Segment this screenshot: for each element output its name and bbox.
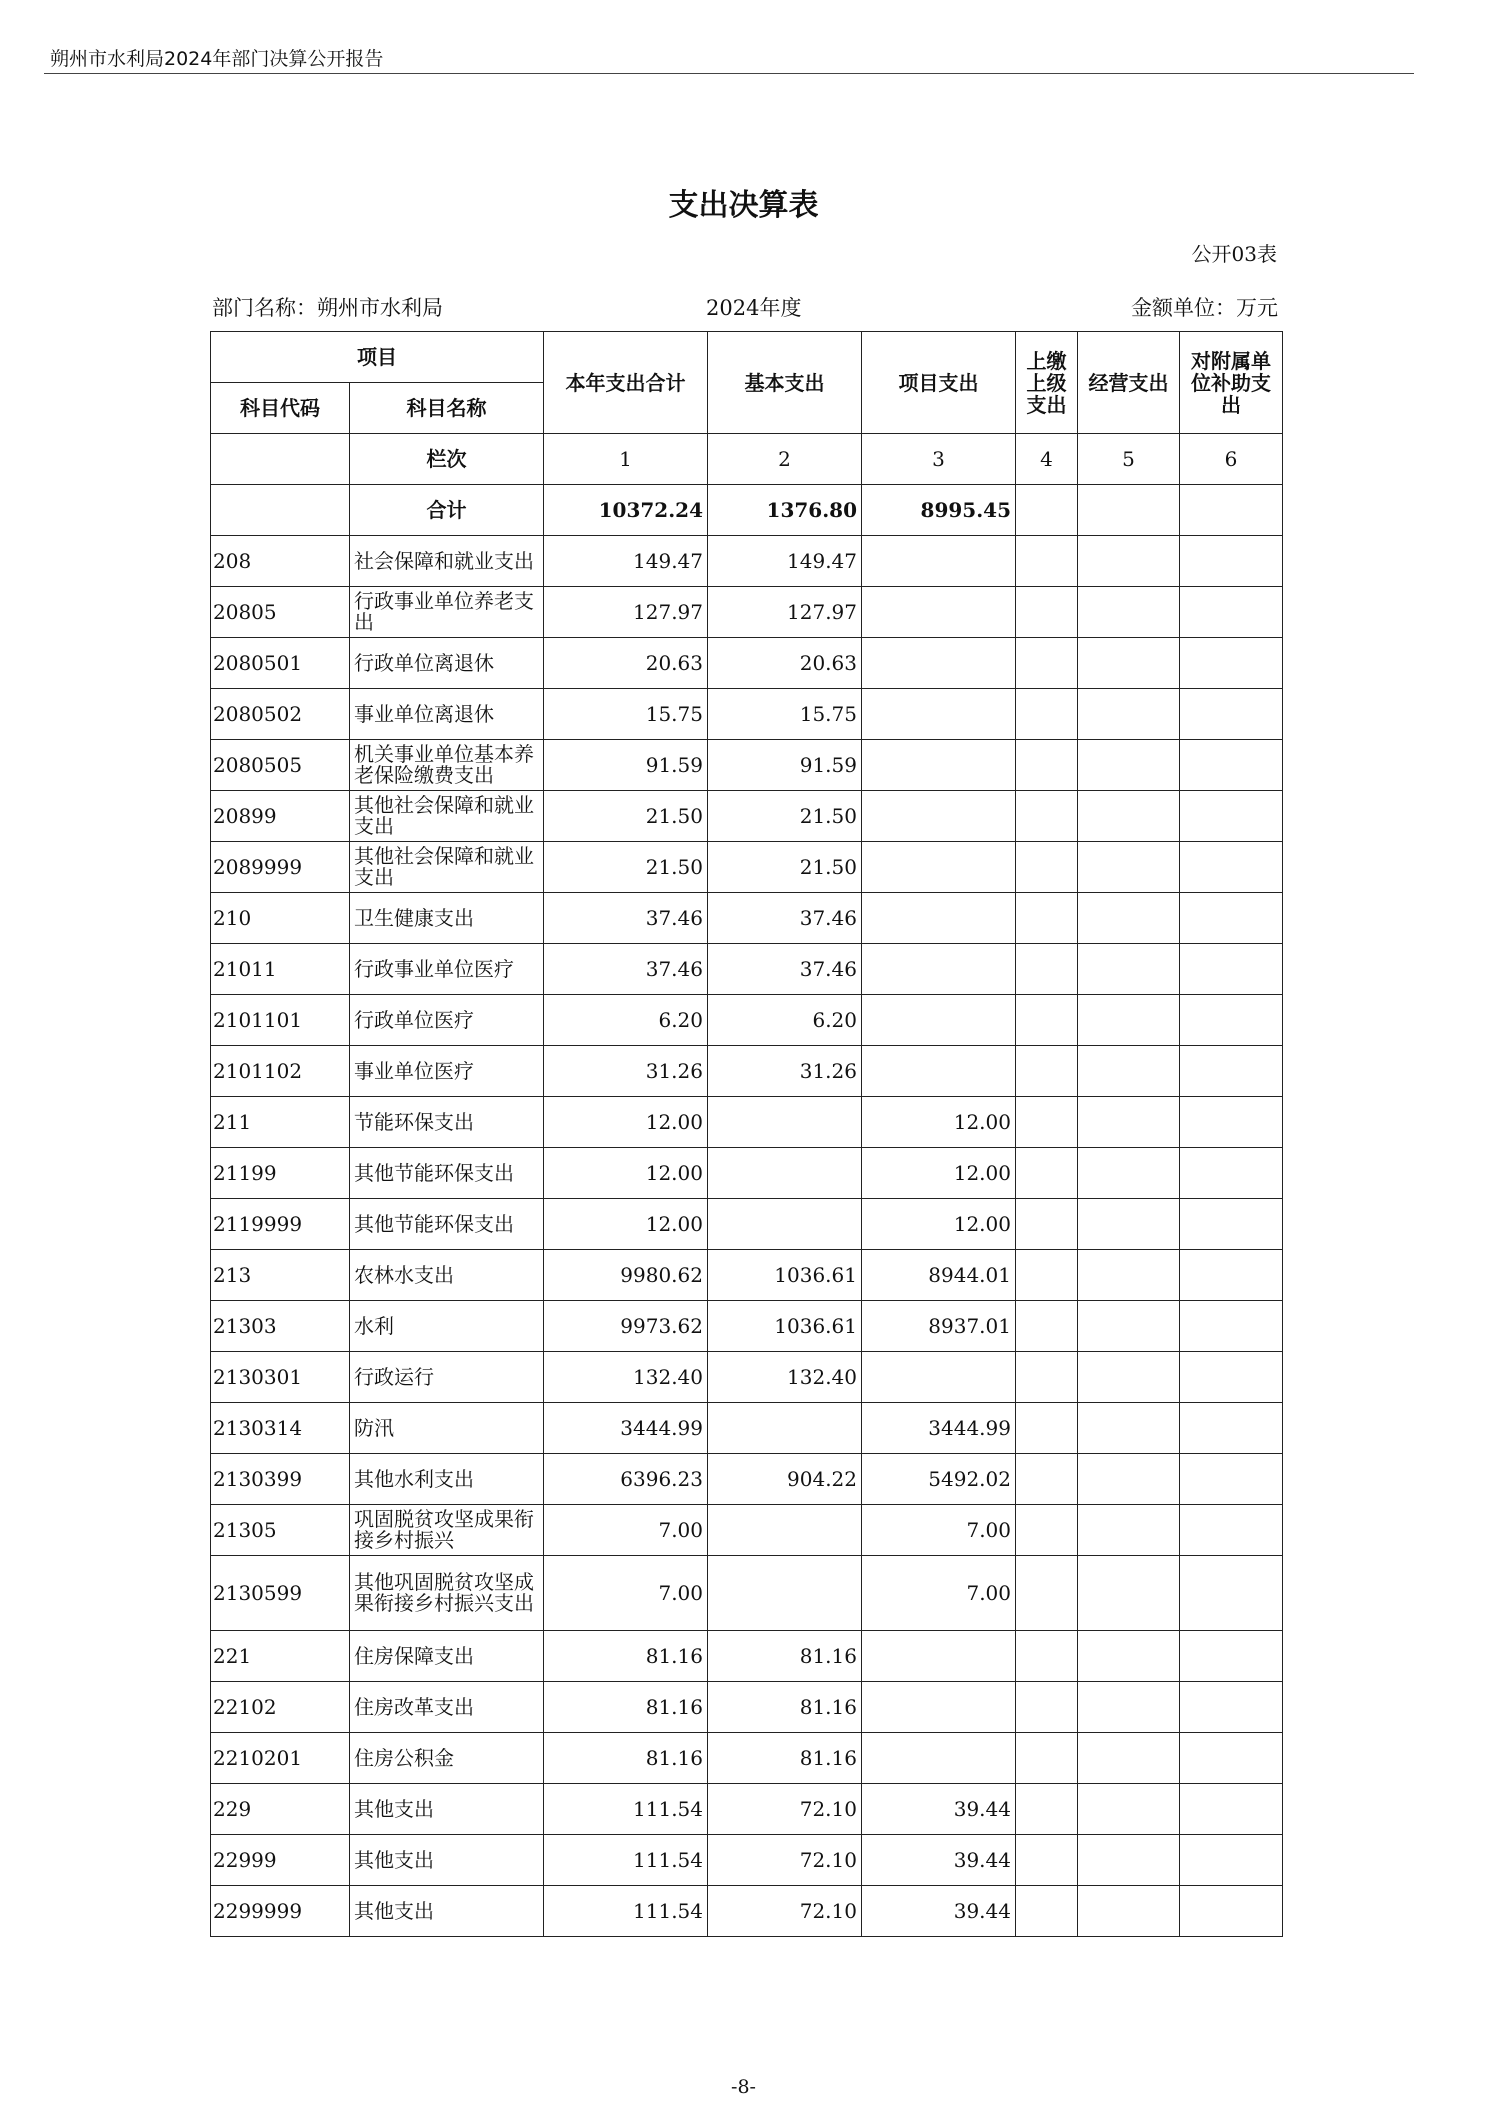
row-upper xyxy=(1016,1682,1078,1733)
row-project: 8944.01 xyxy=(862,1250,1016,1301)
table-row xyxy=(211,740,1283,791)
row-project: 8937.01 xyxy=(862,1301,1016,1352)
row-name: 其他支出 xyxy=(350,1886,544,1937)
table-row xyxy=(211,1199,1283,1250)
table-row xyxy=(211,1301,1283,1352)
row-project xyxy=(862,791,1016,842)
header-subsidy: 对附属单位补助支出 xyxy=(1180,332,1283,434)
row-name: 节能环保支出 xyxy=(350,1097,544,1148)
table-row xyxy=(211,1454,1283,1505)
row-upper xyxy=(1016,1835,1078,1886)
column-number-6: 6 xyxy=(1180,434,1283,485)
row-name: 农林水支出 xyxy=(350,1250,544,1301)
row-subsidy xyxy=(1180,689,1283,740)
row-name: 行政事业单位医疗 xyxy=(350,944,544,995)
row-basic: 21.50 xyxy=(708,842,862,893)
row-subsidy xyxy=(1180,1886,1283,1937)
row-basic xyxy=(708,1097,862,1148)
row-project: 5492.02 xyxy=(862,1454,1016,1505)
row-subsidy xyxy=(1180,1148,1283,1199)
row-project xyxy=(862,638,1016,689)
row-business xyxy=(1078,1301,1180,1352)
row-code: 21305 xyxy=(211,1505,350,1556)
row-code: 21011 xyxy=(211,944,350,995)
row-name: 巩固脱贫攻坚成果衔接乡村振兴 xyxy=(350,1505,544,1556)
row-business xyxy=(1078,1046,1180,1097)
row-name: 住房改革支出 xyxy=(350,1682,544,1733)
row-project xyxy=(862,995,1016,1046)
row-code: 2080501 xyxy=(211,638,350,689)
row-project xyxy=(862,1682,1016,1733)
row-upper xyxy=(1016,1148,1078,1199)
row-upper xyxy=(1016,740,1078,791)
row-upper xyxy=(1016,1784,1078,1835)
row-upper xyxy=(1016,587,1078,638)
row-name: 其他巩固脱贫攻坚成果衔接乡村振兴支出 xyxy=(350,1556,544,1631)
row-business xyxy=(1078,1556,1180,1631)
row-project xyxy=(862,842,1016,893)
row-code: 20805 xyxy=(211,587,350,638)
row-name: 行政运行 xyxy=(350,1352,544,1403)
row-code: 210 xyxy=(211,893,350,944)
row-project: 39.44 xyxy=(862,1835,1016,1886)
row-basic: 1036.61 xyxy=(708,1301,862,1352)
column-number-2: 2 xyxy=(708,434,862,485)
department-name: 部门名称：朔州市水利局 xyxy=(212,296,443,320)
header-item: 项目 xyxy=(211,332,544,383)
row-total: 12.00 xyxy=(544,1148,708,1199)
row-upper xyxy=(1016,893,1078,944)
row-name: 其他社会保障和就业支出 xyxy=(350,842,544,893)
row-name: 住房公积金 xyxy=(350,1733,544,1784)
row-name: 防汛 xyxy=(350,1403,544,1454)
row-business xyxy=(1078,1835,1180,1886)
table-row xyxy=(211,1097,1283,1148)
row-upper xyxy=(1016,1556,1078,1631)
row-business xyxy=(1078,1631,1180,1682)
row-total: 12.00 xyxy=(544,1199,708,1250)
row-business xyxy=(1078,893,1180,944)
row-name: 其他节能环保支出 xyxy=(350,1148,544,1199)
row-name: 社会保障和就业支出 xyxy=(350,536,544,587)
row-subsidy xyxy=(1180,1046,1283,1097)
row-total: 111.54 xyxy=(544,1784,708,1835)
row-basic xyxy=(708,1505,862,1556)
row-business xyxy=(1078,740,1180,791)
row-basic: 31.26 xyxy=(708,1046,862,1097)
table-row xyxy=(211,1148,1283,1199)
table-row xyxy=(211,689,1283,740)
row-basic: 37.46 xyxy=(708,944,862,995)
total-sum: 10372.24 xyxy=(544,485,708,536)
row-code: 20899 xyxy=(211,791,350,842)
row-name: 其他社会保障和就业支出 xyxy=(350,791,544,842)
page-number: -8- xyxy=(731,2076,756,2098)
row-code: 2101101 xyxy=(211,995,350,1046)
table-row xyxy=(211,944,1283,995)
row-subsidy xyxy=(1180,995,1283,1046)
row-subsidy xyxy=(1180,1301,1283,1352)
row-total: 21.50 xyxy=(544,791,708,842)
row-total: 81.16 xyxy=(544,1682,708,1733)
row-code: 229 xyxy=(211,1784,350,1835)
row-code: 208 xyxy=(211,536,350,587)
table-row xyxy=(211,638,1283,689)
row-business xyxy=(1078,1352,1180,1403)
row-upper xyxy=(1016,944,1078,995)
row-code: 2101102 xyxy=(211,1046,350,1097)
row-total: 111.54 xyxy=(544,1886,708,1937)
row-basic: 91.59 xyxy=(708,740,862,791)
row-basic: 81.16 xyxy=(708,1733,862,1784)
row-code: 22102 xyxy=(211,1682,350,1733)
column-number-row xyxy=(211,434,1283,485)
row-project: 12.00 xyxy=(862,1199,1016,1250)
row-total: 20.63 xyxy=(544,638,708,689)
total-row xyxy=(211,485,1283,536)
expenditure-table xyxy=(210,331,1283,1937)
row-project: 12.00 xyxy=(862,1097,1016,1148)
table-row xyxy=(211,1046,1283,1097)
fiscal-year: 2024年度 xyxy=(706,296,802,320)
row-subsidy xyxy=(1180,1403,1283,1454)
table-row xyxy=(211,1250,1283,1301)
header-basic: 基本支出 xyxy=(708,332,862,434)
row-subsidy xyxy=(1180,638,1283,689)
row-business xyxy=(1078,689,1180,740)
row-name: 行政单位离退休 xyxy=(350,638,544,689)
row-upper xyxy=(1016,1631,1078,1682)
row-upper xyxy=(1016,995,1078,1046)
row-business xyxy=(1078,638,1180,689)
row-subsidy xyxy=(1180,1454,1283,1505)
row-upper xyxy=(1016,1199,1078,1250)
row-business xyxy=(1078,842,1180,893)
row-total: 111.54 xyxy=(544,1835,708,1886)
row-upper xyxy=(1016,689,1078,740)
row-total: 9980.62 xyxy=(544,1250,708,1301)
row-business xyxy=(1078,1403,1180,1454)
row-project: 7.00 xyxy=(862,1556,1016,1631)
row-project xyxy=(862,689,1016,740)
row-basic: 127.97 xyxy=(708,587,862,638)
row-code: 2130301 xyxy=(211,1352,350,1403)
row-upper xyxy=(1016,638,1078,689)
header-total: 本年支出合计 xyxy=(544,332,708,434)
row-subsidy xyxy=(1180,791,1283,842)
row-business xyxy=(1078,1250,1180,1301)
row-total: 132.40 xyxy=(544,1352,708,1403)
row-business xyxy=(1078,791,1180,842)
row-basic: 37.46 xyxy=(708,893,862,944)
row-code: 2119999 xyxy=(211,1199,350,1250)
table-row xyxy=(211,1835,1283,1886)
column-number-label: 栏次 xyxy=(350,434,544,485)
row-total: 81.16 xyxy=(544,1733,708,1784)
row-total: 37.46 xyxy=(544,944,708,995)
row-project xyxy=(862,944,1016,995)
header-rule xyxy=(44,73,1414,74)
row-name: 其他节能环保支出 xyxy=(350,1199,544,1250)
row-project: 39.44 xyxy=(862,1886,1016,1937)
row-name: 事业单位医疗 xyxy=(350,1046,544,1097)
column-number-5: 5 xyxy=(1078,434,1180,485)
row-project xyxy=(862,587,1016,638)
table-row xyxy=(211,1886,1283,1937)
table-row xyxy=(211,1556,1283,1631)
row-basic: 21.50 xyxy=(708,791,862,842)
total-label: 合计 xyxy=(350,485,544,536)
row-total: 81.16 xyxy=(544,1631,708,1682)
row-project xyxy=(862,1631,1016,1682)
row-project xyxy=(862,740,1016,791)
total-project: 8995.45 xyxy=(862,485,1016,536)
row-code: 2080502 xyxy=(211,689,350,740)
row-subsidy xyxy=(1180,893,1283,944)
table-row xyxy=(211,1403,1283,1454)
header-upper: 上缴上级支出 xyxy=(1016,332,1078,434)
row-basic: 6.20 xyxy=(708,995,862,1046)
row-business xyxy=(1078,1682,1180,1733)
table-row xyxy=(211,791,1283,842)
row-upper xyxy=(1016,1403,1078,1454)
row-total: 91.59 xyxy=(544,740,708,791)
row-code: 213 xyxy=(211,1250,350,1301)
row-business xyxy=(1078,1148,1180,1199)
table-row xyxy=(211,893,1283,944)
row-upper xyxy=(1016,842,1078,893)
row-project: 12.00 xyxy=(862,1148,1016,1199)
row-subsidy xyxy=(1180,536,1283,587)
row-basic xyxy=(708,1556,862,1631)
row-total: 7.00 xyxy=(544,1556,708,1631)
row-total: 3444.99 xyxy=(544,1403,708,1454)
row-basic: 132.40 xyxy=(708,1352,862,1403)
row-upper xyxy=(1016,791,1078,842)
row-name: 其他水利支出 xyxy=(350,1454,544,1505)
row-business xyxy=(1078,1886,1180,1937)
row-basic: 81.16 xyxy=(708,1631,862,1682)
row-upper xyxy=(1016,536,1078,587)
running-header: 朔州市水利局2024年部门决算公开报告 xyxy=(50,48,384,70)
row-basic: 72.10 xyxy=(708,1784,862,1835)
row-project xyxy=(862,1046,1016,1097)
column-number-3: 3 xyxy=(862,434,1016,485)
row-name: 行政单位医疗 xyxy=(350,995,544,1046)
table-row xyxy=(211,536,1283,587)
row-business xyxy=(1078,995,1180,1046)
row-business xyxy=(1078,944,1180,995)
row-code: 21303 xyxy=(211,1301,350,1352)
row-name: 其他支出 xyxy=(350,1784,544,1835)
page-title: 支出决算表 xyxy=(668,188,819,223)
table-row xyxy=(211,995,1283,1046)
row-business xyxy=(1078,1784,1180,1835)
row-code: 2130399 xyxy=(211,1454,350,1505)
table-row xyxy=(211,1505,1283,1556)
row-subsidy xyxy=(1180,1733,1283,1784)
row-upper xyxy=(1016,1097,1078,1148)
row-name: 事业单位离退休 xyxy=(350,689,544,740)
row-upper xyxy=(1016,1046,1078,1097)
row-upper xyxy=(1016,1454,1078,1505)
table-row xyxy=(211,1682,1283,1733)
row-total: 9973.62 xyxy=(544,1301,708,1352)
row-upper xyxy=(1016,1250,1078,1301)
row-subsidy xyxy=(1180,1556,1283,1631)
row-project: 39.44 xyxy=(862,1784,1016,1835)
row-total: 127.97 xyxy=(544,587,708,638)
row-project xyxy=(862,1352,1016,1403)
row-basic xyxy=(708,1403,862,1454)
row-name: 水利 xyxy=(350,1301,544,1352)
column-number-4: 4 xyxy=(1016,434,1078,485)
row-total: 6396.23 xyxy=(544,1454,708,1505)
row-total: 6.20 xyxy=(544,995,708,1046)
row-business xyxy=(1078,1199,1180,1250)
row-code: 2130314 xyxy=(211,1403,350,1454)
row-business xyxy=(1078,1733,1180,1784)
row-project: 3444.99 xyxy=(862,1403,1016,1454)
row-subsidy xyxy=(1180,1352,1283,1403)
row-subsidy xyxy=(1180,1631,1283,1682)
table-row xyxy=(211,587,1283,638)
table-row xyxy=(211,842,1283,893)
total-basic: 1376.80 xyxy=(708,485,862,536)
row-total: 149.47 xyxy=(544,536,708,587)
row-subsidy xyxy=(1180,1097,1283,1148)
form-number: 公开03表 xyxy=(1191,242,1277,266)
row-name: 其他支出 xyxy=(350,1835,544,1886)
row-name: 行政事业单位养老支出 xyxy=(350,587,544,638)
row-subsidy xyxy=(1180,740,1283,791)
header-code: 科目代码 xyxy=(211,383,350,434)
row-basic: 1036.61 xyxy=(708,1250,862,1301)
row-code: 2299999 xyxy=(211,1886,350,1937)
row-basic: 20.63 xyxy=(708,638,862,689)
header-project: 项目支出 xyxy=(862,332,1016,434)
row-business xyxy=(1078,536,1180,587)
header-business: 经营支出 xyxy=(1078,332,1180,434)
row-total: 31.26 xyxy=(544,1046,708,1097)
row-basic: 81.16 xyxy=(708,1682,862,1733)
column-number-1: 1 xyxy=(544,434,708,485)
row-subsidy xyxy=(1180,1682,1283,1733)
row-basic: 149.47 xyxy=(708,536,862,587)
table-row xyxy=(211,1631,1283,1682)
row-business xyxy=(1078,1454,1180,1505)
row-business xyxy=(1078,1097,1180,1148)
row-name: 机关事业单位基本养老保险缴费支出 xyxy=(350,740,544,791)
row-basic xyxy=(708,1148,862,1199)
row-code: 221 xyxy=(211,1631,350,1682)
row-name: 卫生健康支出 xyxy=(350,893,544,944)
row-basic: 72.10 xyxy=(708,1835,862,1886)
row-business xyxy=(1078,587,1180,638)
table-row xyxy=(211,1784,1283,1835)
row-basic: 72.10 xyxy=(708,1886,862,1937)
row-upper xyxy=(1016,1505,1078,1556)
row-basic xyxy=(708,1199,862,1250)
row-upper xyxy=(1016,1733,1078,1784)
row-subsidy xyxy=(1180,842,1283,893)
row-business xyxy=(1078,1505,1180,1556)
table-row xyxy=(211,1352,1283,1403)
row-project xyxy=(862,536,1016,587)
row-name: 住房保障支出 xyxy=(350,1631,544,1682)
row-subsidy xyxy=(1180,1784,1283,1835)
row-code: 211 xyxy=(211,1097,350,1148)
row-upper xyxy=(1016,1352,1078,1403)
row-code: 21199 xyxy=(211,1148,350,1199)
row-code: 22999 xyxy=(211,1835,350,1886)
row-basic: 904.22 xyxy=(708,1454,862,1505)
row-subsidy xyxy=(1180,944,1283,995)
row-code: 2080505 xyxy=(211,740,350,791)
row-code: 2130599 xyxy=(211,1556,350,1631)
row-total: 7.00 xyxy=(544,1505,708,1556)
row-project: 7.00 xyxy=(862,1505,1016,1556)
row-subsidy xyxy=(1180,1199,1283,1250)
amount-unit: 金额单位：万元 xyxy=(1131,296,1278,320)
row-project xyxy=(862,1733,1016,1784)
row-total: 15.75 xyxy=(544,689,708,740)
table-row xyxy=(211,1733,1283,1784)
row-total: 12.00 xyxy=(544,1097,708,1148)
row-subsidy xyxy=(1180,1835,1283,1886)
header-name: 科目名称 xyxy=(350,383,544,434)
row-total: 37.46 xyxy=(544,893,708,944)
row-basic: 15.75 xyxy=(708,689,862,740)
row-total: 21.50 xyxy=(544,842,708,893)
row-subsidy xyxy=(1180,1250,1283,1301)
row-project xyxy=(862,893,1016,944)
row-upper xyxy=(1016,1886,1078,1937)
row-subsidy xyxy=(1180,1505,1283,1556)
row-subsidy xyxy=(1180,587,1283,638)
row-code: 2210201 xyxy=(211,1733,350,1784)
row-upper xyxy=(1016,1301,1078,1352)
row-code: 2089999 xyxy=(211,842,350,893)
